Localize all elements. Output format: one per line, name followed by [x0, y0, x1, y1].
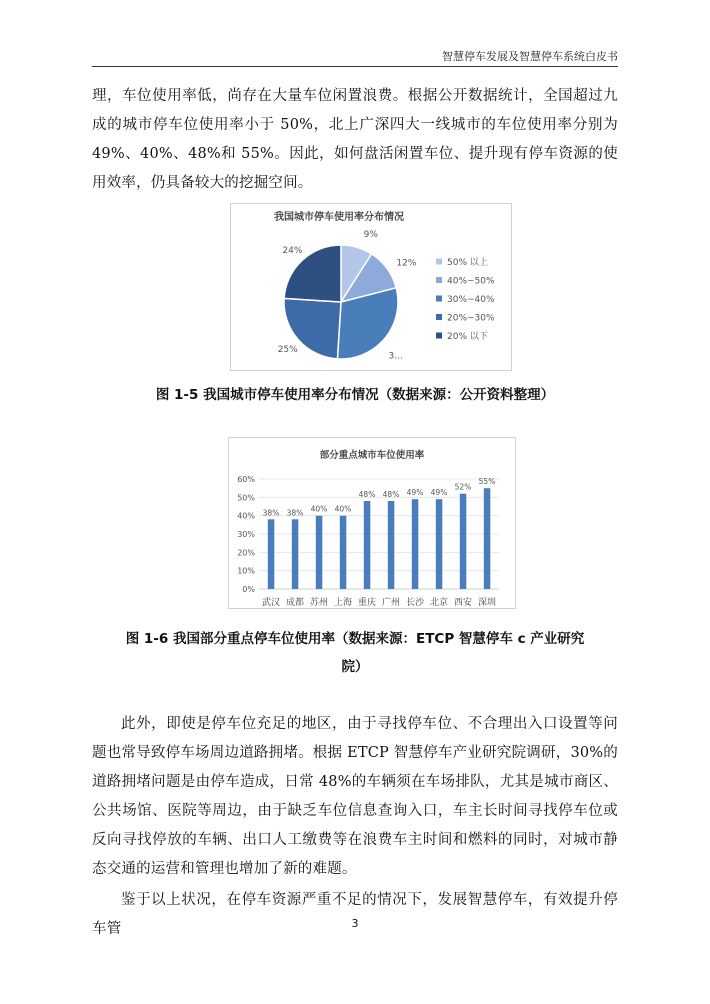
figure-1-5-caption: 图 1-5 我国城市停车使用率分布情况（数据来源：公开资料整理） — [155, 387, 555, 403]
bar-chart-figure — [228, 437, 516, 609]
bar-value-label: 49% — [430, 488, 448, 498]
x-category-label: 长沙 — [405, 598, 425, 608]
bar — [292, 519, 299, 589]
x-category-label: 广州 — [381, 598, 401, 608]
x-category-label: 北京 — [429, 598, 449, 608]
bar-value-label: 38% — [286, 508, 304, 518]
legend-swatch — [436, 333, 442, 339]
pie-slice-label: 25% — [277, 345, 298, 355]
bar-chart — [229, 438, 515, 608]
legend-swatch — [436, 277, 442, 283]
pie-slice-label: 24% — [282, 246, 303, 257]
running-title: 智慧停车发展及智慧停车系统白皮书 — [442, 50, 618, 63]
y-tick-label: 30% — [237, 530, 255, 539]
legend-entry: 50% 以上 — [447, 258, 488, 268]
bar — [340, 516, 347, 589]
page-number: 3 — [351, 917, 359, 930]
legend-swatch — [436, 296, 442, 302]
bar — [412, 499, 419, 589]
bar-value-label: 52% — [454, 482, 472, 492]
body-paragraph-2: 此外，即使是停车位充足的地区，由于寻找停车位、不合理出入口设置等问题也常导致停车场周边道路拥堵。根据 ETCP 智慧停车产业研究院调研，30%的道路拥堵问题是由停车造成，日常 48%的车辆须在车场排队，尤其是城市商区、公共场馆、医院等周边，由于缺乏车位信息查询入口，车主长时间寻找停车位或反向寻找停放的车辆、出口人工缴费等在浪费车主时间和燃料的同时，对城市静态交通的运营和管理也增加了新的难题。 — [92, 716, 618, 877]
bar-value-label: 48% — [358, 490, 376, 499]
legend-swatch — [436, 259, 442, 265]
pie-chart-figure — [230, 203, 512, 371]
pie-slice-label: 9% — [363, 229, 378, 240]
bar-chart-title: 部分重点城市车位使用率 — [319, 450, 425, 461]
bar-value-label: 38% — [262, 508, 280, 518]
header-rule — [92, 66, 618, 67]
y-tick-label: 40% — [237, 511, 255, 521]
x-category-label: 西安 — [453, 598, 473, 608]
figure-1-6-caption — [92, 625, 618, 681]
figure-1-6-caption-line-2: 院） — [341, 659, 369, 675]
body-paragraph-3: 鉴于以上状况，在停车资源严重不足的情况下，发展智慧停车，有效提升停车管 — [92, 892, 618, 937]
bar-value-label: 48% — [382, 490, 400, 499]
body-paragraph-1: 理，车位使用率低，尚存在大量车位闲置浪费。根据公开数据统计，全国超过九成的城市停车位使用率小于 50%，北上广深四大一线城市的车位使用率分别为 49%、40%、48%和 55%。因此，如何盘活闲置车位、提升现有停车资源的使用效率，仍具备较大的挖掘空间。 — [92, 88, 618, 191]
legend-entry: 20% 以下 — [447, 332, 488, 342]
x-category-label: 深圳 — [477, 598, 497, 608]
bar-value-label: 40% — [310, 504, 328, 514]
y-tick-label: 60% — [237, 475, 255, 484]
legend-entry: 20%~30% — [447, 313, 495, 324]
y-tick-label: 10% — [237, 566, 255, 576]
y-tick-label: 0% — [242, 585, 255, 594]
legend-entry: 30%~40% — [447, 295, 495, 305]
pie-slice-label: 12% — [396, 258, 417, 269]
x-category-label: 上海 — [333, 598, 353, 608]
y-tick-label: 20% — [237, 548, 255, 558]
x-category-label: 武汉 — [261, 598, 281, 608]
bar — [388, 501, 395, 589]
pie-chart — [231, 204, 511, 370]
legend-entry: 40%~50% — [447, 276, 495, 287]
bar — [316, 516, 323, 589]
x-category-label: 成都 — [285, 598, 305, 608]
bar-value-label: 49% — [406, 488, 424, 498]
pie-chart-title: 我国城市停车使用率分布情况 — [274, 212, 404, 223]
figure-1-6-caption-line-1: 图 1-6 我国部分重点停车位使用率（数据来源：ETCP 智慧停车 c 产业研究 — [125, 631, 585, 647]
pie-slice-label: 3... — [388, 351, 403, 362]
bar — [436, 499, 443, 589]
bar-value-label: 55% — [478, 477, 496, 487]
legend-swatch — [436, 314, 442, 320]
bar-value-label: 40% — [334, 504, 352, 514]
bar — [268, 519, 275, 589]
bar — [364, 501, 371, 589]
bar — [460, 494, 467, 589]
y-tick-label: 50% — [237, 493, 255, 503]
x-category-label: 重庆 — [357, 598, 377, 608]
x-category-label: 苏州 — [309, 598, 329, 608]
bar — [484, 488, 491, 589]
